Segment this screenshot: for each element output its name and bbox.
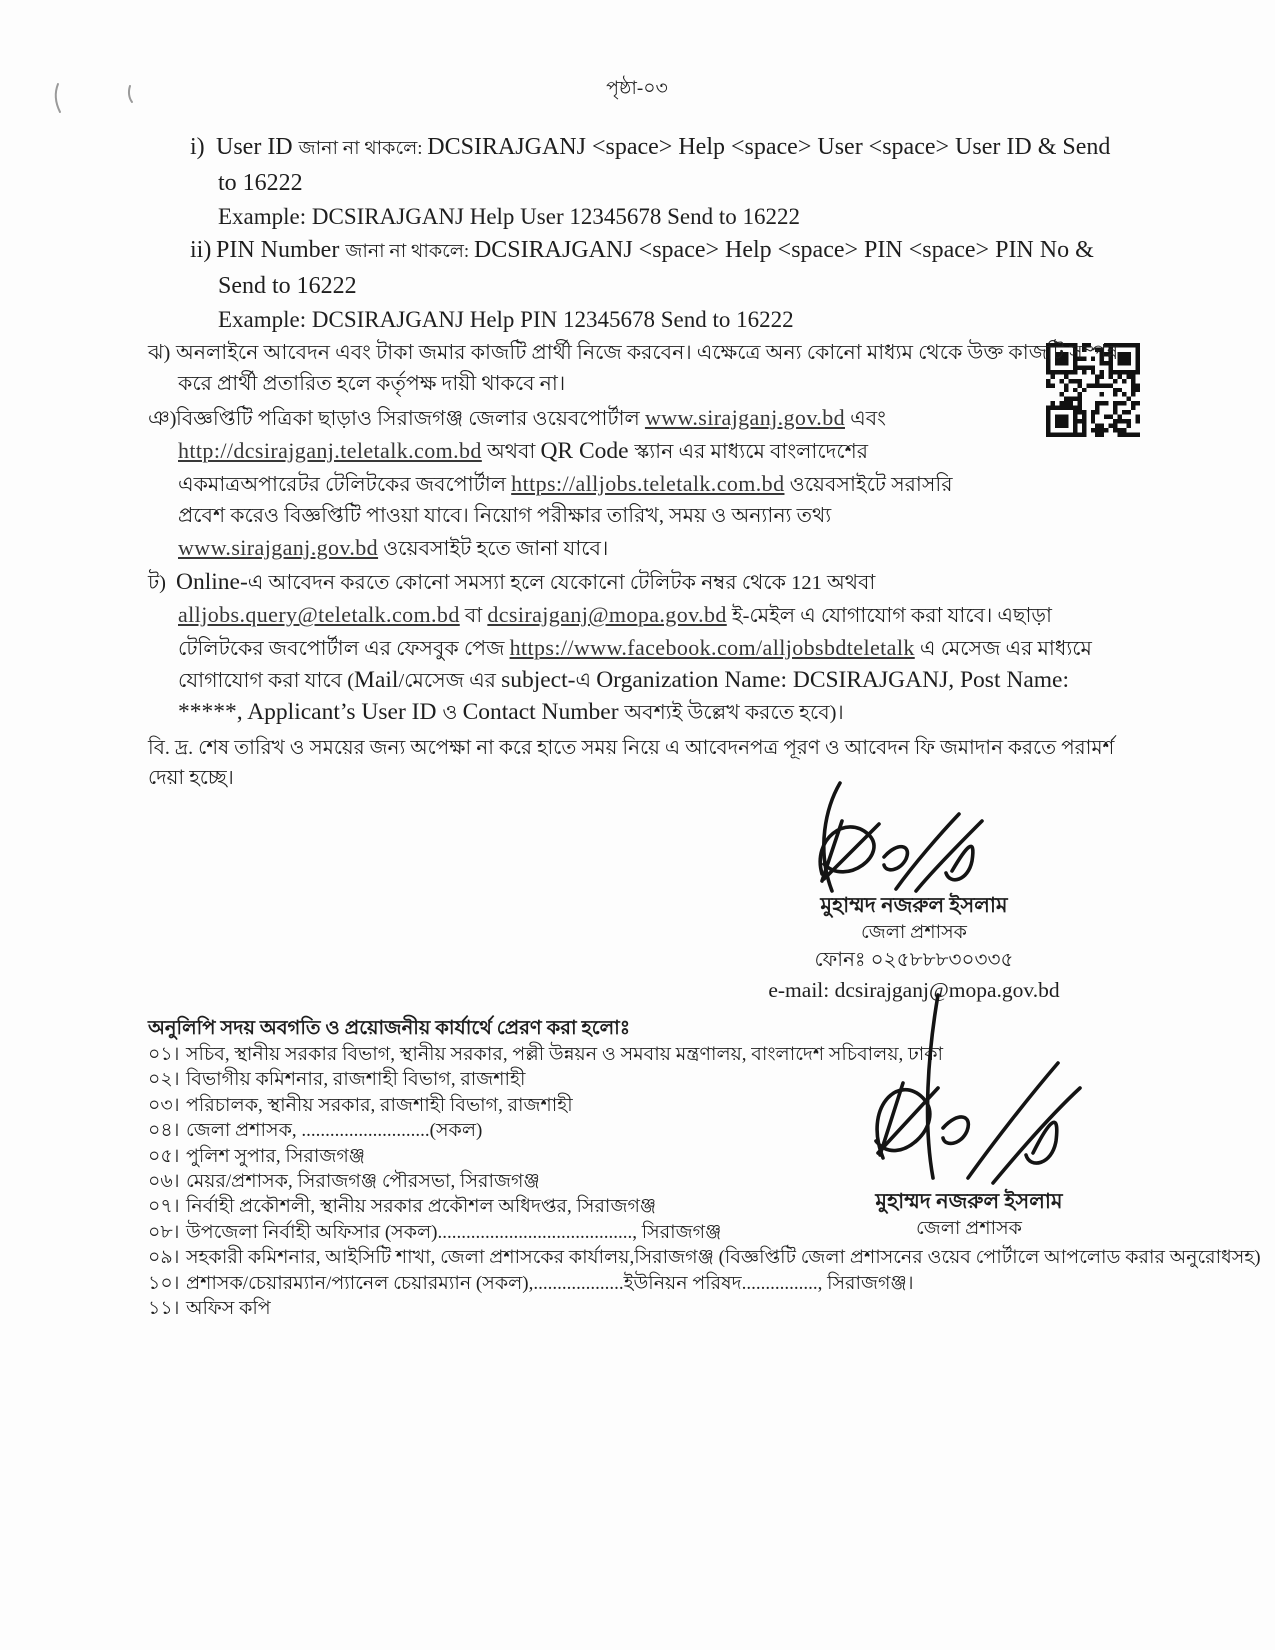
list-marker: ii)	[190, 237, 212, 263]
page-number: পৃষ্ঠা-০৩	[606, 78, 668, 99]
sms-instruction-text	[216, 134, 1110, 196]
text-segment: এবং	[845, 408, 886, 430]
text-segment: Organization Name: DCSIRAJGANJ, Post Name: *****, Applicant’s User ID	[178, 667, 1069, 725]
copy-item-number: ০৭।	[148, 1196, 180, 1218]
text-segment: জানা না থাকলে:	[298, 138, 428, 159]
text-segment: এ মেসেজ এর মাধ্যমে যোগাযোগ করা যাবে (	[178, 638, 1092, 692]
list-marker: ঞ)	[148, 408, 177, 430]
text-segment: Contact Number	[462, 699, 625, 725]
text-segment: QR Code	[540, 438, 635, 464]
clause-item	[148, 402, 976, 565]
copy-item	[148, 1271, 1126, 1296]
copy-item	[148, 1296, 1126, 1321]
signatory-name: মুহাম্মদ নজরুল ইসলাম	[820, 893, 1008, 917]
signatory-title: জেলা প্রশাসক	[916, 1218, 1022, 1239]
copy-item-text: সচিব, স্থানীয় সরকার বিভাগ, স্থানীয় সরকার, পল্লী উন্নয়ন ও সমবায় মন্ত্রণালয়, বাংলাদেশ সচিবালয়, ঢাকা	[186, 1044, 944, 1065]
text-segment: বিজ্ঞপ্তিটি পত্রিকা ছাড়াও সিরাজগঞ্জ জেলার ওয়েবপোর্টাল	[176, 408, 645, 430]
text-segment: /মেসেজ এর	[398, 670, 502, 692]
list-marker: ট)	[148, 572, 166, 594]
text-segment: ই-মেইল এ যোগাযোগ করা যাবে। এছাড়া টেলিটকের জবপোর্টাল এর ফেসবুক পেজ	[178, 605, 1052, 660]
sms-instruction-item	[190, 130, 1126, 200]
copy-item-number: ১১।	[148, 1298, 180, 1320]
text-segment: বা	[459, 605, 488, 627]
signatory-title: জেলা প্রশাসক	[861, 922, 967, 943]
text-segment: এ	[575, 670, 597, 692]
copy-item-number: ০৩।	[148, 1094, 180, 1116]
text-segment: ওয়েবসাইটে সরাসরি প্রবেশ করেও বিজ্ঞপ্তিটি পাওয়া যাবে। নিয়োগ পরীক্ষার তারিখ, সময় ও অন্যান্য তথ্য	[178, 474, 953, 527]
copy-item-text: নির্বাহী প্রকৌশলী, স্থানীয় সরকার প্রকৌশল অধিদপ্তর, সিরাজগঞ্জ	[186, 1196, 657, 1218]
text-segment: User ID	[216, 134, 299, 160]
copy-item-text: অফিস কপি	[186, 1298, 271, 1320]
text-segment: অবশ্যই উল্লেখ করতে হবে)।	[624, 702, 844, 724]
note-line: বি. দ্র. শেষ তারিখ ও সময়ের জন্য অপেক্ষা না করে হাতে সময় নিয়ে এ আবেদনপত্র পূরণ ও আবেদন ফি জমাদান করতে পরামর্শ দেয়া হচ্ছে।	[148, 737, 1115, 789]
text-segment: Online-	[176, 569, 248, 595]
text-segment: subject-	[501, 667, 576, 693]
text-segment: Mail	[354, 667, 399, 693]
signatory-name: মুহাম্মদ নজরুল ইসলাম	[875, 1189, 1063, 1213]
copy-item-text: বিভাগীয় কমিশনার, রাজশাহী বিভাগ, রাজশাহী	[186, 1069, 526, 1091]
copy-item-number: ০৪।	[148, 1120, 180, 1142]
copy-item-number: ০৫।	[148, 1145, 180, 1167]
copy-item-text: উপজেলা নির্বাহী অফিসার (সকল)........................................., সিরাজগঞ্জ	[186, 1221, 722, 1243]
signature-image	[804, 779, 1024, 897]
sms-instruction-item	[190, 233, 1126, 303]
scan-artifact	[48, 78, 148, 118]
url-link[interactable]: https://alljobs.teletalk.com.bd	[511, 471, 785, 496]
signatory-block-bottom	[818, 993, 1120, 1242]
copy-item	[148, 1245, 1261, 1270]
text-segment: DCSIRAJGANJ <space> Help <space> User <space> User ID & Send to 16222	[218, 134, 1111, 196]
text-segment: অনলাইনে আবেদন এবং টাকা জমার কাজটি প্রার্থী নিজে করবেন। এক্ষেত্রে অন্য কোনো মাধ্যম থেকে উক্ত কাজটি সম্পন্ন করে প্রার্থী প্রতারিত হলে কর্তৃপক্ষ দায়ী থাকবে না।	[176, 342, 1119, 395]
sms-example-line: Example: DCSIRAJGANJ Help User 12345678 Send to 16222	[218, 204, 800, 229]
text-segment: PIN Number	[216, 237, 346, 263]
signatory-phone: ফোনঃ ০২৫৮৮৮৩০৩৩৫	[814, 949, 1014, 971]
url-link[interactable]: www.sirajganj.gov.bd	[644, 405, 845, 430]
copy-item-text: মেয়র/প্রশাসক, সিরাজগঞ্জ পৌরসভা, সিরাজগঞ্জ	[186, 1171, 540, 1193]
copies-heading: অনুলিপি সদয় অবগতি ও প্রয়োজনীয় কার্যার্থে প্রেরণ করা হলোঃ	[148, 1018, 631, 1039]
signatory-email: e-mail: dcsirajganj@mopa.gov.bd	[768, 978, 1060, 1002]
copy-item-number: ০২।	[148, 1069, 180, 1091]
text-segment: জানা না থাকলে:	[345, 241, 474, 262]
copy-item-number: ০৮।	[148, 1221, 180, 1243]
copy-item-text: জেলা প্রশাসক, ...........................(সকল)	[186, 1120, 483, 1142]
signature-image	[818, 993, 1120, 1193]
text-segment: DCSIRAJGANJ <space> Help <space> PIN <space> PIN No & Send to 16222	[218, 237, 1094, 299]
list-marker: i)	[190, 134, 205, 160]
copy-item-text: প্রশাসক/চেয়ারম্যান/প্যানেল চেয়ারম্যান (সকল),...................ইউনিয়ন পরিষদ................, সিরাজগঞ্জ।	[186, 1272, 914, 1294]
text-segment: ওয়েবসাইট হতে জানা যাবে।	[378, 538, 609, 560]
url-link[interactable]: https://www.facebook.com/alljobsbdteletalk	[509, 635, 915, 660]
copy-item-text: পরিচালক, স্থানীয় সরকার, রাজশাহী বিভাগ, রাজশাহী	[186, 1094, 573, 1116]
list-marker: ঝ)	[148, 342, 171, 364]
copy-item-text: সহকারী কমিশনার, আইসিটি শাখা, জেলা প্রশাসকের কার্যালয়,সিরাজগঞ্জ (বিজ্ঞপ্তিটি জেলা প্রশাসনের ওয়েব পোর্টালে আপলোড করার অনুরোধসহ)	[186, 1247, 1261, 1269]
copy-item-number: ০৬।	[148, 1171, 180, 1193]
url-link[interactable]: alljobs.query@teletalk.com.bd	[178, 602, 460, 627]
url-link[interactable]: dcsirajganj@mopa.gov.bd	[487, 602, 727, 627]
text-segment: ও	[442, 702, 463, 724]
copy-item-number: ০৯।	[148, 1247, 180, 1269]
sms-help-list	[190, 130, 1126, 336]
copy-item-number: ১০।	[148, 1272, 180, 1294]
url-link[interactable]: http://dcsirajganj.teletalk.com.bd	[178, 438, 482, 463]
url-link[interactable]: www.sirajganj.gov.bd	[178, 535, 379, 560]
clause-item	[148, 567, 1126, 729]
clause-text	[176, 405, 953, 560]
text-segment: অথবা	[481, 441, 541, 463]
sms-instruction-text	[216, 237, 1094, 299]
signatory-block-top	[714, 779, 1114, 1005]
copy-item-text: পুলিশ সুপার, সিরাজগঞ্জ	[186, 1145, 366, 1167]
text-segment: স্ক্যান এর মাধ্যমে বাংলাদেশের একমাত্রঅপারেটর টেলিটকের জবপোর্টাল	[178, 441, 869, 496]
clause-text	[176, 342, 1118, 395]
text-segment: এ আবেদন করতে কোনো সমস্যা হলে যেকোনো টেলিটক নম্বর থেকে 121 অথবা	[247, 572, 876, 594]
clause-item	[148, 338, 1126, 400]
clause-text	[176, 569, 1092, 725]
copy-item-number: ০১।	[148, 1044, 180, 1065]
sms-example-line: Example: DCSIRAJGANJ Help PIN 12345678 Send to 16222	[218, 307, 794, 332]
